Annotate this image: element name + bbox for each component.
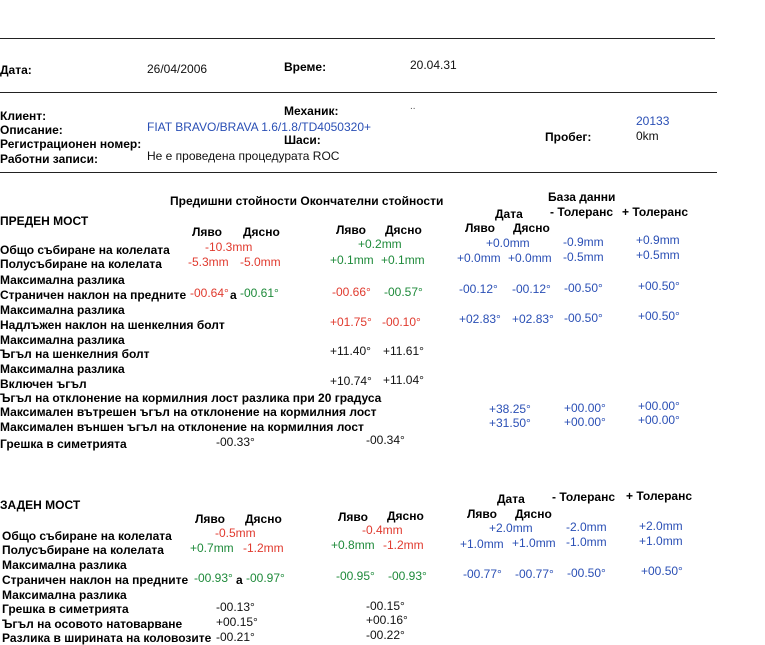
front-final-camber-left: -00.66° xyxy=(332,285,371,299)
mechanic-value: .. xyxy=(410,101,416,112)
front-db-left-header: Ляво xyxy=(465,221,495,235)
front-max-diff-label: Максимална разлика xyxy=(0,333,125,347)
rear-prev-right-header: Дясно xyxy=(245,512,282,526)
rear-final-half-toe-left: +0.8mm xyxy=(331,538,375,552)
separator-info xyxy=(0,92,717,93)
rear-db-half-toe-right: +1.0mm xyxy=(512,536,556,550)
front-caster-label: Надлъжен наклон на шенкелния болт xyxy=(0,318,225,332)
front-db-camber-left: -00.12° xyxy=(459,282,498,296)
time-value: 20.04.31 xyxy=(410,58,457,72)
front-max-diff-label: Максимална разлика xyxy=(0,273,125,287)
front-steer20-label: Ъгъл на отклонение на кормилния лост разлика при 20 градуса xyxy=(0,391,382,405)
rear-prev-camber-left: -00.93° xyxy=(194,571,233,585)
front-final-caster-right: -00.10° xyxy=(382,315,421,329)
front-db-right-header: Дясно xyxy=(513,221,550,235)
front-total-toe-label: Общо събиране на колелата xyxy=(0,243,170,257)
rear-db-camber-right: -00.77° xyxy=(515,567,554,581)
front-prev-half-toe-left: -5.3mm xyxy=(188,255,229,269)
rear-db-camber-plus: +00.50° xyxy=(641,564,683,578)
rear-tol-minus-header: - Толеранс xyxy=(552,490,615,504)
rear-prev-symmetry: -00.13° xyxy=(216,600,255,614)
rear-db-camber-left: -00.77° xyxy=(463,567,502,581)
front-db-caster-plus: +00.50° xyxy=(638,309,680,323)
rear-final-total-toe: -0.4mm xyxy=(362,523,403,537)
front-db-inner-plus: +00.00° xyxy=(638,399,680,413)
front-db-total-toe-minus: -0.9mm xyxy=(563,235,604,249)
reg-number-label: Регистрационен номер: xyxy=(0,137,142,151)
front-final-half-toe-right: +0.1mm xyxy=(381,253,425,267)
rear-db-camber-minus: -00.50° xyxy=(567,566,606,580)
rear-thrust-angle-label: Ъгъл на осовото натоварване xyxy=(2,617,183,631)
front-db-inner-angle: +38.25° xyxy=(489,402,531,416)
rear-db-right-header: Дясно xyxy=(515,507,552,521)
front-prev-symmetry: -00.33° xyxy=(216,435,255,449)
rear-prev-track-width: -00.21° xyxy=(216,630,255,644)
rear-track-width-label: Разлика в ширината на коловозите xyxy=(2,631,212,645)
work-records-value: Не е проведена процедурата ROC xyxy=(147,149,340,163)
front-symmetry-label: Грешка в симетрията xyxy=(0,437,127,451)
rear-symmetry-label: Грешка в симетрията xyxy=(2,602,129,616)
rear-db-half-toe-left: +1.0mm xyxy=(460,537,504,551)
front-prev-right-header: Дясно xyxy=(243,225,280,239)
front-final-right-header: Дясно xyxy=(385,223,422,237)
front-db-outer-plus: +00.00° xyxy=(638,413,680,427)
rear-max-diff-label: Максимална разлика xyxy=(2,588,127,602)
front-camber-suffix: а xyxy=(230,288,237,302)
front-tol-minus-header: - Толеранс xyxy=(550,205,613,219)
front-final-included-left: +10.74° xyxy=(330,374,372,388)
front-db-total-toe-plus: +0.9mm xyxy=(636,233,680,247)
front-final-total-toe: +0.2mm xyxy=(358,237,402,251)
rear-camber-suffix: а xyxy=(236,573,243,587)
front-half-toe-label: Полусъбиране на колелата xyxy=(0,257,162,271)
front-included-angle-label: Включен ъгъл xyxy=(0,377,87,391)
front-db-total-toe: +0.0mm xyxy=(486,236,530,250)
rear-final-half-toe-right: -1.2mm xyxy=(383,538,424,552)
front-max-diff-label: Максимална разлика xyxy=(0,362,125,376)
rear-prev-left-header: Ляво xyxy=(195,512,225,526)
rear-final-camber-right: -00.93° xyxy=(388,569,427,583)
front-final-included-right: +11.04° xyxy=(383,373,424,387)
rear-db-total-toe-plus: +2.0mm xyxy=(639,519,683,533)
rear-prev-total-toe: -0.5mm xyxy=(215,526,256,540)
front-db-half-toe-right: +0.0mm xyxy=(508,251,552,265)
rear-tol-plus-header: + Толеранс xyxy=(626,489,693,503)
separator-front xyxy=(0,172,717,173)
rear-final-thrust: +00.16° xyxy=(366,613,408,627)
rear-db-half-toe-minus: -1.0mm xyxy=(566,535,607,549)
rear-db-total-toe-minus: -2.0mm xyxy=(566,520,607,534)
date-label: Дата: xyxy=(0,63,32,77)
mileage-value: 0km xyxy=(636,129,659,143)
front-camber-label: Страничен наклон на предните xyxy=(0,288,187,302)
front-prev-half-toe-right: -5.0mm xyxy=(240,255,281,269)
front-kingpin-label: Ъгъл на шенкелния болт xyxy=(0,347,150,361)
front-max-diff-label: Максимална разлика xyxy=(0,303,125,317)
front-data-header: Дата xyxy=(495,207,523,221)
date-value: 26/04/2006 xyxy=(147,62,208,76)
rear-final-right-header: Дясно xyxy=(387,509,424,523)
front-axle-title: ПРЕДЕН МОСТ xyxy=(0,214,89,228)
rear-final-symmetry: -00.15° xyxy=(366,599,405,613)
rear-half-toe-label: Полусъбиране на колелата xyxy=(2,543,164,557)
rear-data-header: Дата xyxy=(497,492,525,506)
rear-prev-camber-right: -00.97° xyxy=(246,571,285,585)
front-final-kingpin-left: +11.40° xyxy=(330,344,371,358)
front-final-camber-right: -00.57° xyxy=(384,285,423,299)
rear-prev-thrust: +00.15° xyxy=(216,615,258,629)
front-final-half-toe-left: +0.1mm xyxy=(330,253,374,267)
front-prev-total-toe: -10.3mm xyxy=(205,240,253,254)
front-db-camber-minus: -00.50° xyxy=(564,281,603,295)
rear-max-diff-label: Максимална разлика xyxy=(2,558,127,572)
front-db-half-toe-left: +0.0mm xyxy=(457,251,501,265)
chassis-label: Шаси: xyxy=(284,133,321,147)
front-db-camber-right: -00.12° xyxy=(512,282,551,296)
rear-db-left-header: Ляво xyxy=(467,507,497,521)
front-db-camber-plus: +00.50° xyxy=(638,279,680,293)
rear-db-total-toe: +2.0mm xyxy=(489,521,533,535)
front-db-caster-minus: -00.50° xyxy=(564,311,603,325)
record-id: 20133 xyxy=(636,114,670,128)
rear-camber-label: Страничен наклон на предните xyxy=(2,573,189,587)
database-header: База данни xyxy=(548,190,616,204)
description-label: Описание: xyxy=(0,123,63,137)
vehicle-description: FIAT BRAVO/BRAVA 1.6/1.8/TD4050320+ xyxy=(147,120,372,134)
front-final-symmetry: -00.34° xyxy=(366,433,405,447)
mileage-label: Пробег: xyxy=(545,130,592,144)
front-final-caster-left: +01.75° xyxy=(330,315,372,329)
front-db-outer-minus: +00.00° xyxy=(564,415,606,429)
rear-final-track-width: -00.22° xyxy=(366,628,405,642)
front-tol-plus-header: + Толеранс xyxy=(622,205,689,219)
rear-final-camber-left: -00.95° xyxy=(336,569,375,583)
front-db-caster-right: +02.83° xyxy=(512,312,554,326)
front-db-half-toe-minus: -0.5mm xyxy=(563,250,604,264)
front-max-inner-label: Максимален вътрешен ъгъл на отклонение на кормилния лост xyxy=(0,405,377,419)
time-label: Време: xyxy=(284,60,327,74)
prev-final-header: Предишни стойности Окончателни стойности xyxy=(170,194,444,208)
rear-axle-title: ЗАДЕН МОСТ xyxy=(0,498,81,512)
front-max-outer-label: Максимален външен ъгъл на отклонение на кормилния лост xyxy=(0,420,364,434)
work-records-label: Работни записи: xyxy=(0,152,98,166)
rear-final-left-header: Ляво xyxy=(338,510,368,524)
rear-total-toe-label: Общо събиране на колелата xyxy=(2,529,172,543)
rear-db-half-toe-plus: +1.0mm xyxy=(639,534,683,548)
mechanic-label: Механик: xyxy=(284,104,339,118)
front-prev-camber-left: -00.64° xyxy=(190,286,229,300)
front-final-left-header: Ляво xyxy=(336,223,366,237)
rear-prev-half-toe-left: +0.7mm xyxy=(190,541,234,555)
front-db-caster-left: +02.83° xyxy=(459,312,501,326)
front-db-outer-angle: +31.50° xyxy=(489,416,531,430)
front-db-half-toe-plus: +0.5mm xyxy=(636,248,680,262)
front-db-inner-minus: +00.00° xyxy=(564,401,606,415)
front-final-kingpin-right: +11.61° xyxy=(383,344,424,358)
separator-top xyxy=(0,38,715,39)
front-prev-camber-right: -00.61° xyxy=(240,286,279,300)
front-prev-left-header: Ляво xyxy=(192,225,222,239)
rear-prev-half-toe-right: -1.2mm xyxy=(243,541,284,555)
client-label: Клиент: xyxy=(0,109,47,123)
